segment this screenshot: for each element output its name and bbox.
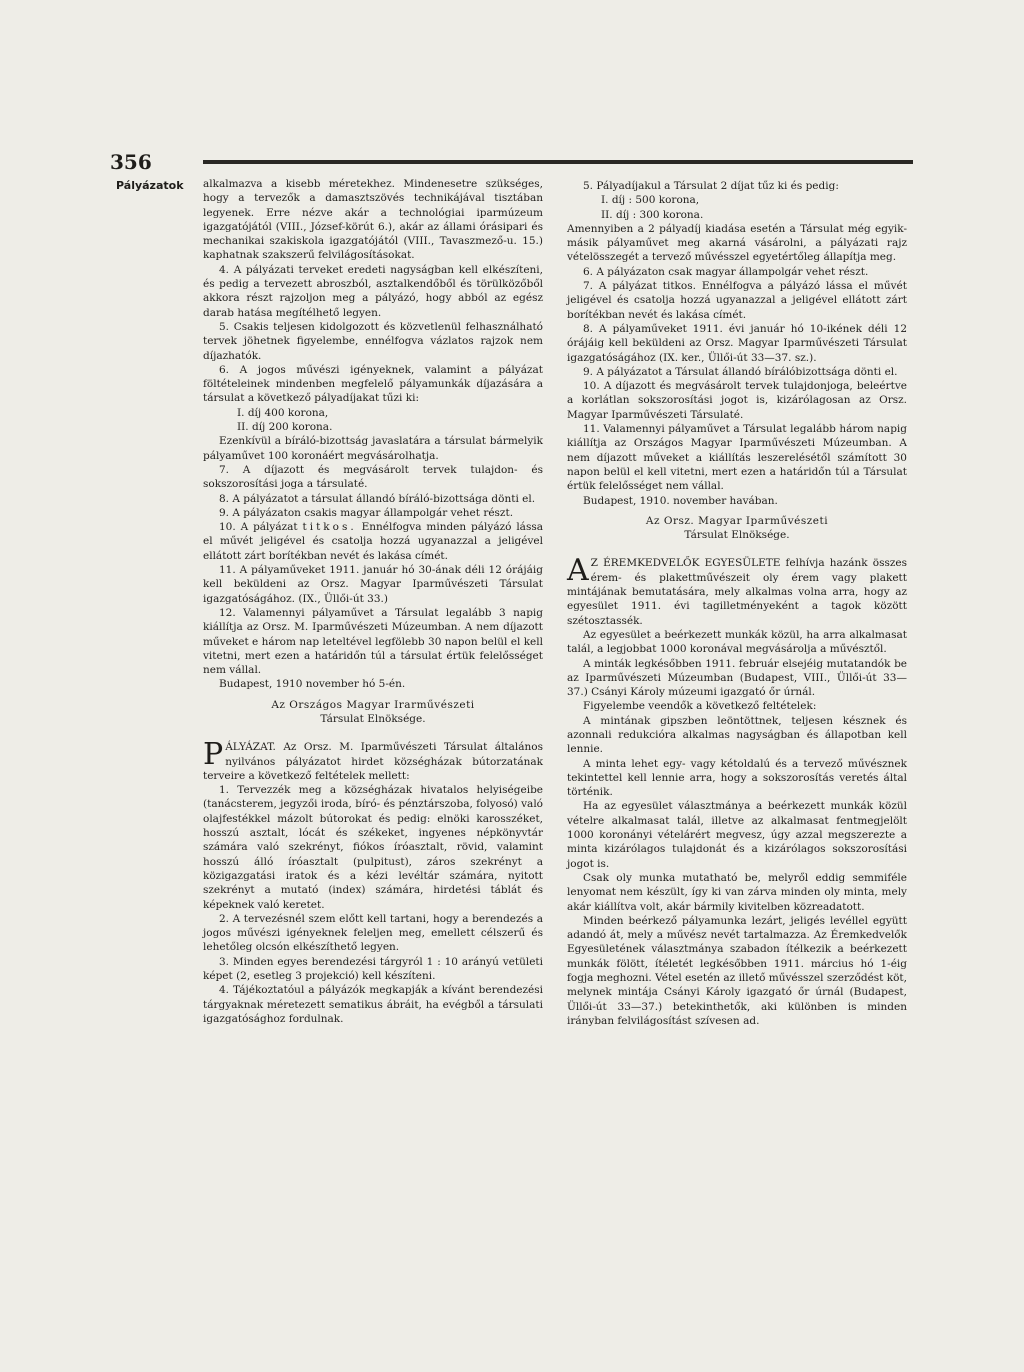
paragraph: 7. A pályázat titkos. Ennélfogva a pályázó lássa el művét jeligével és csatolja hozzá ugyanazzal a jeligével ellátott zárt borítékban nevét és lakása címét. — [567, 280, 907, 321]
paragraph: 11. Valamennyi pályaművet a Társulat legalább három napig kiállítja az Országos Magyar Iparművészeti Múzeumban. A nem díjazott műveket a kiállítás leszerelésétől számított 30 napon belül el kell vitetni, mert ezen a határidőn túl a Társulat értük felelősséget nem vállal. — [567, 423, 907, 493]
prize-line: II. díj : 300 korona. — [601, 208, 704, 221]
paragraph: Amennyiben a 2 pályadíj kiadása esetén a Társulat még egyik-másik pályaművet meg akarná vásárolni, a pályázati rajz vételösszegét a tervező művésszel egyetértőleg állapítja meg. — [567, 222, 907, 264]
paragraph: Az egyesület a beérkezett munkák közül, ha arra alkalmasat talál, a legjobbat 1000 koronával megvásárolja a művésztől. — [567, 628, 907, 656]
p10-prefix: 10. A pályázat — [219, 521, 303, 534]
p10-spaced: titkos. — [302, 521, 357, 534]
paragraph: 2. A tervezésnél szem előtt kell tartani, hogy a berendezés a jogos művészi igényeknek feleljen meg, emellett célszerű és lehetőleg olcsón elkészíthető legyen. — [203, 912, 543, 954]
announcement-text: ÁLYÁZAT. Az Orsz. M. Iparművészeti Társulat általános nyilvános pályázatot hirdet községházak bútorzatának terveire a következő feltételek mellett: — [203, 741, 543, 782]
p10-rest: Ennélfogva minden pályázó lássa el művét jeligével és csatolja hozzá ugyanazzal a jeligével ellátott zárt borítékban nevét és lakása címét. — [203, 521, 543, 562]
announcement-intro — [567, 553, 907, 627]
paragraph: A mintának gipszben leöntöttnek, teljesen késznek és azonnali redukcióra alkalmas nagyságban és állapotban kell lennie. — [567, 714, 907, 756]
paragraph: Ezenkívül a bíráló-bizottság javaslatára a társulat bármelyik pályaművet 100 koronáért megvásárolhatja. — [203, 435, 543, 462]
paragraph: 5. Csakis teljesen kidolgozott és közvetlenül felhasználható tervek jöhetnek figyelembe, ennélfogva vázlatos rajzok nem díjazhatók. — [203, 320, 543, 362]
paragraph: 4. A pályázati terveket eredeti nagyságban kell elkészíteni, és pedig a tervezett abroszból, asztalkendőből és törülközőből akkora részt rajzoljon meg a pályázó, hogy abból az egész darab hatása megítélhető legyen. — [203, 263, 543, 319]
right-column — [567, 179, 907, 1028]
paragraph: alkalmazva a kisebb méretekhez. Mindenesetre szükséges, hogy a tervezők a damasztszövés technikájával tisztában legyenek. Erre nézve akár a technológiai iparmúzeum igazgatójától (VIII., József-körút 6.), akár az állami órásipari és mechanikai szakiskola igazgatójától (VIII., Tavaszmező-u. 15.) kaphatnak szakszerű felvilágosításokat. — [203, 178, 543, 262]
paragraph: 10. A díjazott és megvásárolt tervek tulajdonjoga, beleértve a korlátlan sokszorosítási jogot is, kizárólagosan az Orsz. Magyar Iparművészeti Társulaté. — [567, 380, 907, 421]
prize-line: I. díj 400 korona, — [237, 406, 329, 419]
paragraph: 9. A pályázatot a Társulat állandó bírálóbizottsága dönti el. — [583, 365, 898, 378]
paragraph — [203, 520, 543, 563]
signature-line: Az Orsz. Magyar Iparművészeti — [645, 514, 829, 527]
signature-line: Az Országos Magyar Irarművészeti — [271, 698, 475, 711]
prize-line: I. díj : 500 korona, — [601, 194, 700, 207]
paragraph: 11. A pályaműveket 1911. január hó 30-ának déli 12 órájáig kell beküldeni az Orsz. Magyar Iparművészeti Társulat igazgatóságához. (IX., Üllői-út 33.) — [203, 564, 543, 605]
date-line: Budapest, 1910. november havában. — [583, 494, 778, 507]
paragraph: A minták legkésőbben 1911. február elsejéig mutatandók be az Iparművészeti Múzeumban (Budapest, VIII., Üllői-út 33—37.) Csányi Károly múzeumi igazgató őr úrnál. — [567, 657, 907, 699]
prize-line: II. díj 200 korona. — [237, 421, 333, 434]
section-label: Pályázatok — [116, 179, 184, 192]
page-number: 356 — [110, 150, 152, 174]
signature-line: Társulat Elnöksége. — [320, 712, 426, 725]
paragraph: Csak oly munka mutatható be, melyről eddig semmiféle lenyomat nem készült, így ki van zárva minden oly minta, mely akár kiállítva volt, akár bármily kivitelben közreadatott. — [567, 871, 907, 913]
paragraph: 8. A pályaműveket 1911. évi január hó 10-ikének déli 12 órájáig kell beküldeni az Orsz. Magyar Iparművészeti Társulat igazgatóságához (IX. ker., Üllői-út 33—37. sz.). — [567, 322, 907, 364]
paragraph: 1. Tervezzék meg a községházak hivatalos helyiségeibe (tanácsterem, jegyzői iroda, bíró- és pénztárszoba, folyosó) való olajfestékkel mázolt bútorokat és pedig: elnöki karosszéket, hosszú asztalt, lócát és székeket, ingyenes népkönyvtár számára való szekrényt, fiókos íróasztalt, rövid, valamint hosszú álló íróasztalt (pulpitust), záros szekrényt a közigazgatási iratok és a kézi levéltár számára, nyitott szekrényt a mutató (index) számára, hirdetési táblát és képeknek való keretet. — [203, 784, 543, 911]
dropcap: A — [567, 553, 589, 589]
paragraph: 8. A pályázatot a társulat állandó bíráló-bizottsága dönti el. — [219, 492, 536, 505]
spacer — [203, 726, 543, 740]
paragraph: 4. Tájékoztatóul a pályázók megkapják a kívánt berendezési tárgyaknak méretezett sematikus ábráit, ha evégből a társulati igazgatósághoz fordulnak. — [203, 984, 543, 1025]
left-column — [203, 177, 543, 1026]
announcement-intro — [203, 737, 543, 783]
paragraph: 5. Pályadíjakul a Társulat 2 díjat tűz ki és pedig: — [583, 180, 839, 192]
paragraph: 9. A pályázaton csakis magyar állampolgár vehet részt. — [219, 506, 514, 519]
announcement-text: Z ÉREMKEDVELŐK EGYESÜLETE felhívja hazánk összes érem- és plakettművészeit oly érem vagy plakett mintájának bemutatására, mely alkalmas volna arra, hogy az egyesület 1911. évi tagilletményeként a tagok között szétosztassék. — [567, 557, 907, 627]
signature-line: Társulat Elnöksége. — [684, 529, 790, 542]
dropcap: P — [203, 737, 224, 773]
spacer — [567, 542, 907, 556]
paragraph: 7. A díjazott és megvásárolt tervek tulajdon- és sokszorosítási joga a társulaté. — [203, 463, 543, 491]
paragraph: A minta lehet egy- vagy kétoldalú és a tervező művésznek tekintettel kell lennie arra, hogy a sokszorosítás veretés által történik. — [567, 757, 907, 799]
paragraph: Minden beérkező pályamunka lezárt, jeligés levéllel együtt adandó át, mely a művész nevét tartalmazza. Az Éremkedvelők Egyesületének választmánya szabadon ítélkezik a beérkezett munkák fölött, ítéletét legkésőbben 1911. március hó 1-éig fogja meghozni. Vétel esetén az illető művésszel szerződést köt, melynek mintája Csányi Károly igazgató őr úrnál (Budapest, Üllői-út 33—37.) betekinthetők, aki különben is minden irányban felvilágosítást szívesen ad. — [567, 914, 907, 1027]
date-line: Budapest, 1910 november hó 5-én. — [219, 678, 406, 691]
paragraph: 6. A jogos művészi igényeknek, valamint a pályázat föltételeinek mindenben megfelelő pályamunkák díjazására a társulat a következő pályadíjakat tűzi ki: — [203, 363, 543, 405]
paragraph: 6. A pályázaton csak magyar állampolgár vehet részt. — [583, 265, 869, 278]
paragraph: Ha az egyesület választmánya a beérkezett munkák közül vételre alkalmasat talál, illetve az alkalmasat fentmegjelölt 1000 koronányi vételárért megvesz, úgy azzal megszerezte a minta kizárólagos tulajdonát és a kizárólagos sokszorosítási jogot is. — [567, 800, 907, 870]
paragraph: 12. Valamennyi pályaművet a Társulat legalább 3 napig kiállítja az Orsz. M. Iparművészeti Múzeumban. A nem díjazott műveket e három nap leteltével legfölebb 30 napon belül el kell vitetni, mert ezen a határidőn túl a társulat értük felelősséget nem vállal. — [203, 606, 543, 677]
paragraph: Figyelembe veendők a következő feltételek: — [583, 700, 817, 713]
paragraph: 3. Minden egyes berendezési tárgyról 1 : 10 arányú vetületi képet (2, esetleg 3 projekció) kell készíteni. — [203, 955, 543, 983]
header-rule — [203, 160, 913, 164]
